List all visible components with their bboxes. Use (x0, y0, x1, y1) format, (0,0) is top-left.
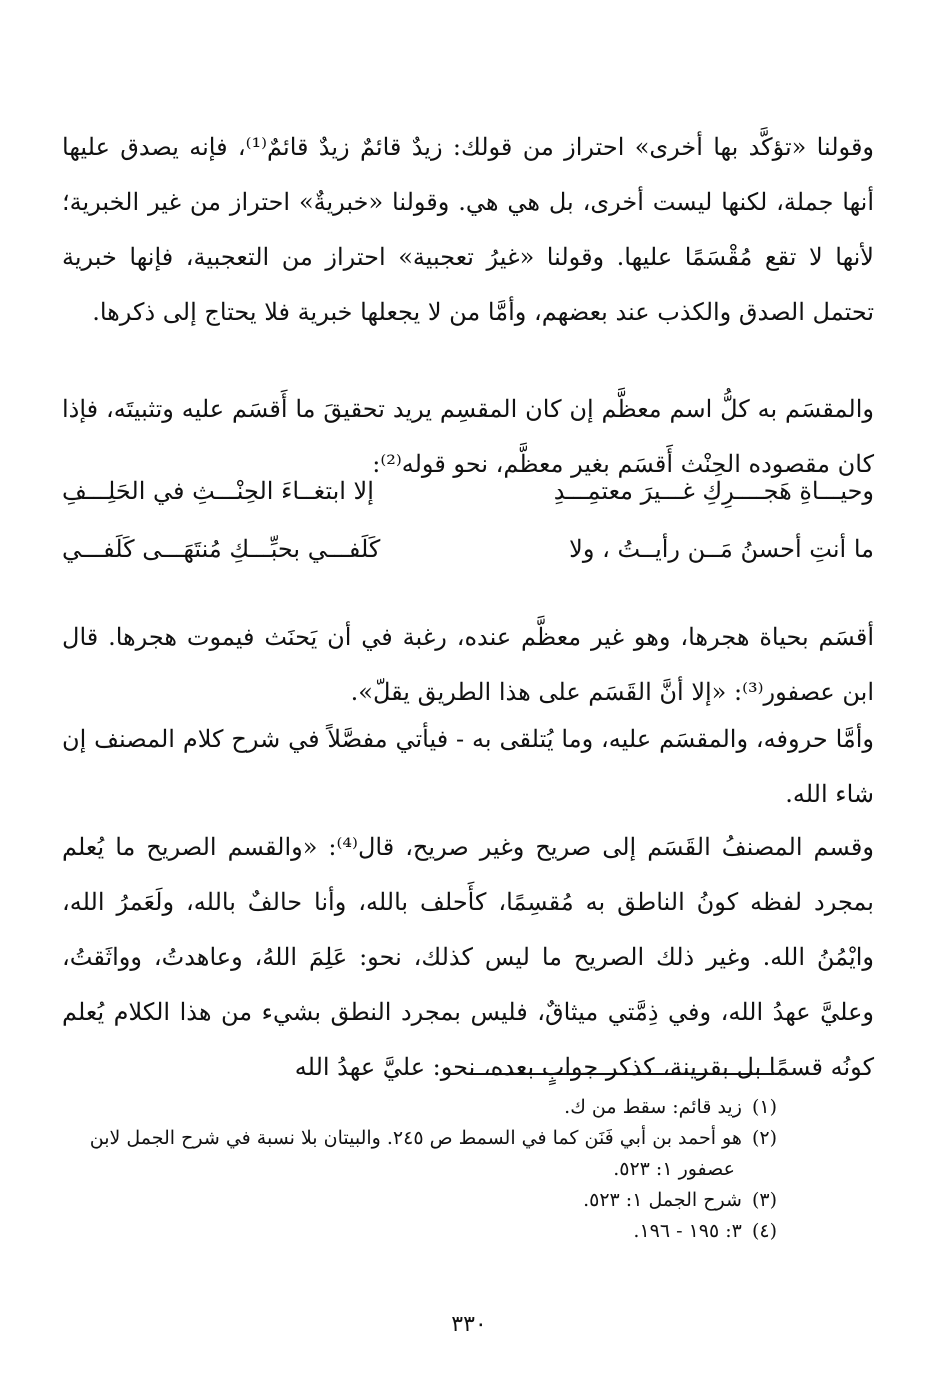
paragraph-verse-explanation: أقسَم بحياة هجرها، وهو غير معظَّم عنده، رغبة في أن يَحنَث فيموت هجرها. قال ابن عصفور⁽³⁾: «إلا أنَّ القَسَم على هذا الطريق يقلّ». (62, 623, 874, 706)
footnote-number: (٢) (751, 1127, 777, 1149)
footnote-text: هو أحمد بن أبي فَنَن كما في السمط ص ٢٤٥. والبيتان بلا نسبة في شرح الجمل لابن (89, 1127, 742, 1149)
verse-2-first-hemistich: ما أنتِ أحسنُ مَــن رأيــتُ ، ولا (569, 535, 874, 563)
paragraph-definition-notes: وقولنا «تؤكَّد بها أخرى» احتراز من قولك: زيدٌ قائمٌ زيدٌ قائمٌ⁽¹⁾، فإنه يصدق عليها أنها جملة، لكنها ليست أخرى، بل هي هي. وقولنا «خبريةٌ» احتراز من غير الخبرية؛ لأنها لا تقع مُقْسَمًا عليها. وقولنا «غيرُ تعجبية» احتراز من التعجبية، فإنها خبرية تحتمل الصدق والكذب عند بعضهم، وأمَّا من لا يجعلها خبرية فلا يحتاج إلى ذكرها. (62, 133, 875, 326)
verse-2-second-hemistich: كَلَفـــي بحبِّـــكِ مُنتَهَـــى كَلَفـــي (62, 535, 381, 563)
footnote-number: (١) (751, 1096, 777, 1118)
footnote-3 (62, 1185, 777, 1216)
footnote-number: (٣) (751, 1189, 777, 1211)
footnote-1 (62, 1092, 777, 1123)
verse-1-first-hemistich: وحيـــاةِ هَجــــرِكِ غـــيرَ معتمِـــدِ (553, 477, 874, 505)
footnote-number: (٤) (751, 1220, 777, 1242)
footnote-text: شرح الجمل ١: ٥٢٣. (583, 1189, 742, 1211)
page-number: ٣٣٠ (451, 1312, 487, 1337)
footnote-2 (62, 1123, 777, 1154)
verse-line-2 (62, 524, 874, 574)
footnote-text: زيد قائم: سقط من ك. (564, 1096, 742, 1118)
footnote-separator (468, 1073, 774, 1075)
verse-line-1 (62, 466, 874, 516)
footnote-4 (62, 1216, 777, 1247)
paragraph-huruf: وأمَّا حروفه، والمقسَم عليه، وما يُتلقى به - فيأتي مفصَّلاً في شرح كلام المصنف إن شاء الله. (62, 725, 874, 808)
verse-1-second-hemistich: إلا ابتغــاءَ الحِنْـــثِ في الحَلِـــفِ (62, 477, 374, 505)
paragraph-sarih-qasam: وقسم المصنفُ القَسَم إلى صريح وغير صريح، قال⁽⁴⁾: «والقسم الصريح ما يُعلم بمجرد لفظه كونُ الناطق به مُقسِمًا، كأَحلف بالله، وأنا حالفٌ بالله، ولَعَمرُ الله، وايْمُنُ الله. وغير ذلك الصريح ما ليس كذلك، نحو: عَلِمَ اللهُ، وعاهدتُ، وواثَقتُ، وعليَّ عهدُ الله، وفي ذِمَّتي ميثاقٌ، فليس بمجرد النطق بشيء من هذا الكلام يُعلم كونُه قسمًا بل بقرينة، كذكر جوابٍ بعده، نحو: عليَّ عهدُ الله (62, 833, 874, 1081)
footnotes (62, 1092, 777, 1247)
footnote-text: ٣: ١٩٥ - ١٩٦. (633, 1220, 742, 1242)
paragraph-muqsam-bihi: والمقسَم به كلُّ اسم معظَّم إن كان المقسِم يريد تحقيقَ ما أَقسَم عليه وتثبيتَه، فإذا كان مقصوده الحِنْث أَقسَم بغير معظَّم، نحو قوله⁽²⁾: (62, 395, 874, 478)
footnote-2-continuation: عصفور ١: ٥٢٣. (613, 1158, 735, 1180)
